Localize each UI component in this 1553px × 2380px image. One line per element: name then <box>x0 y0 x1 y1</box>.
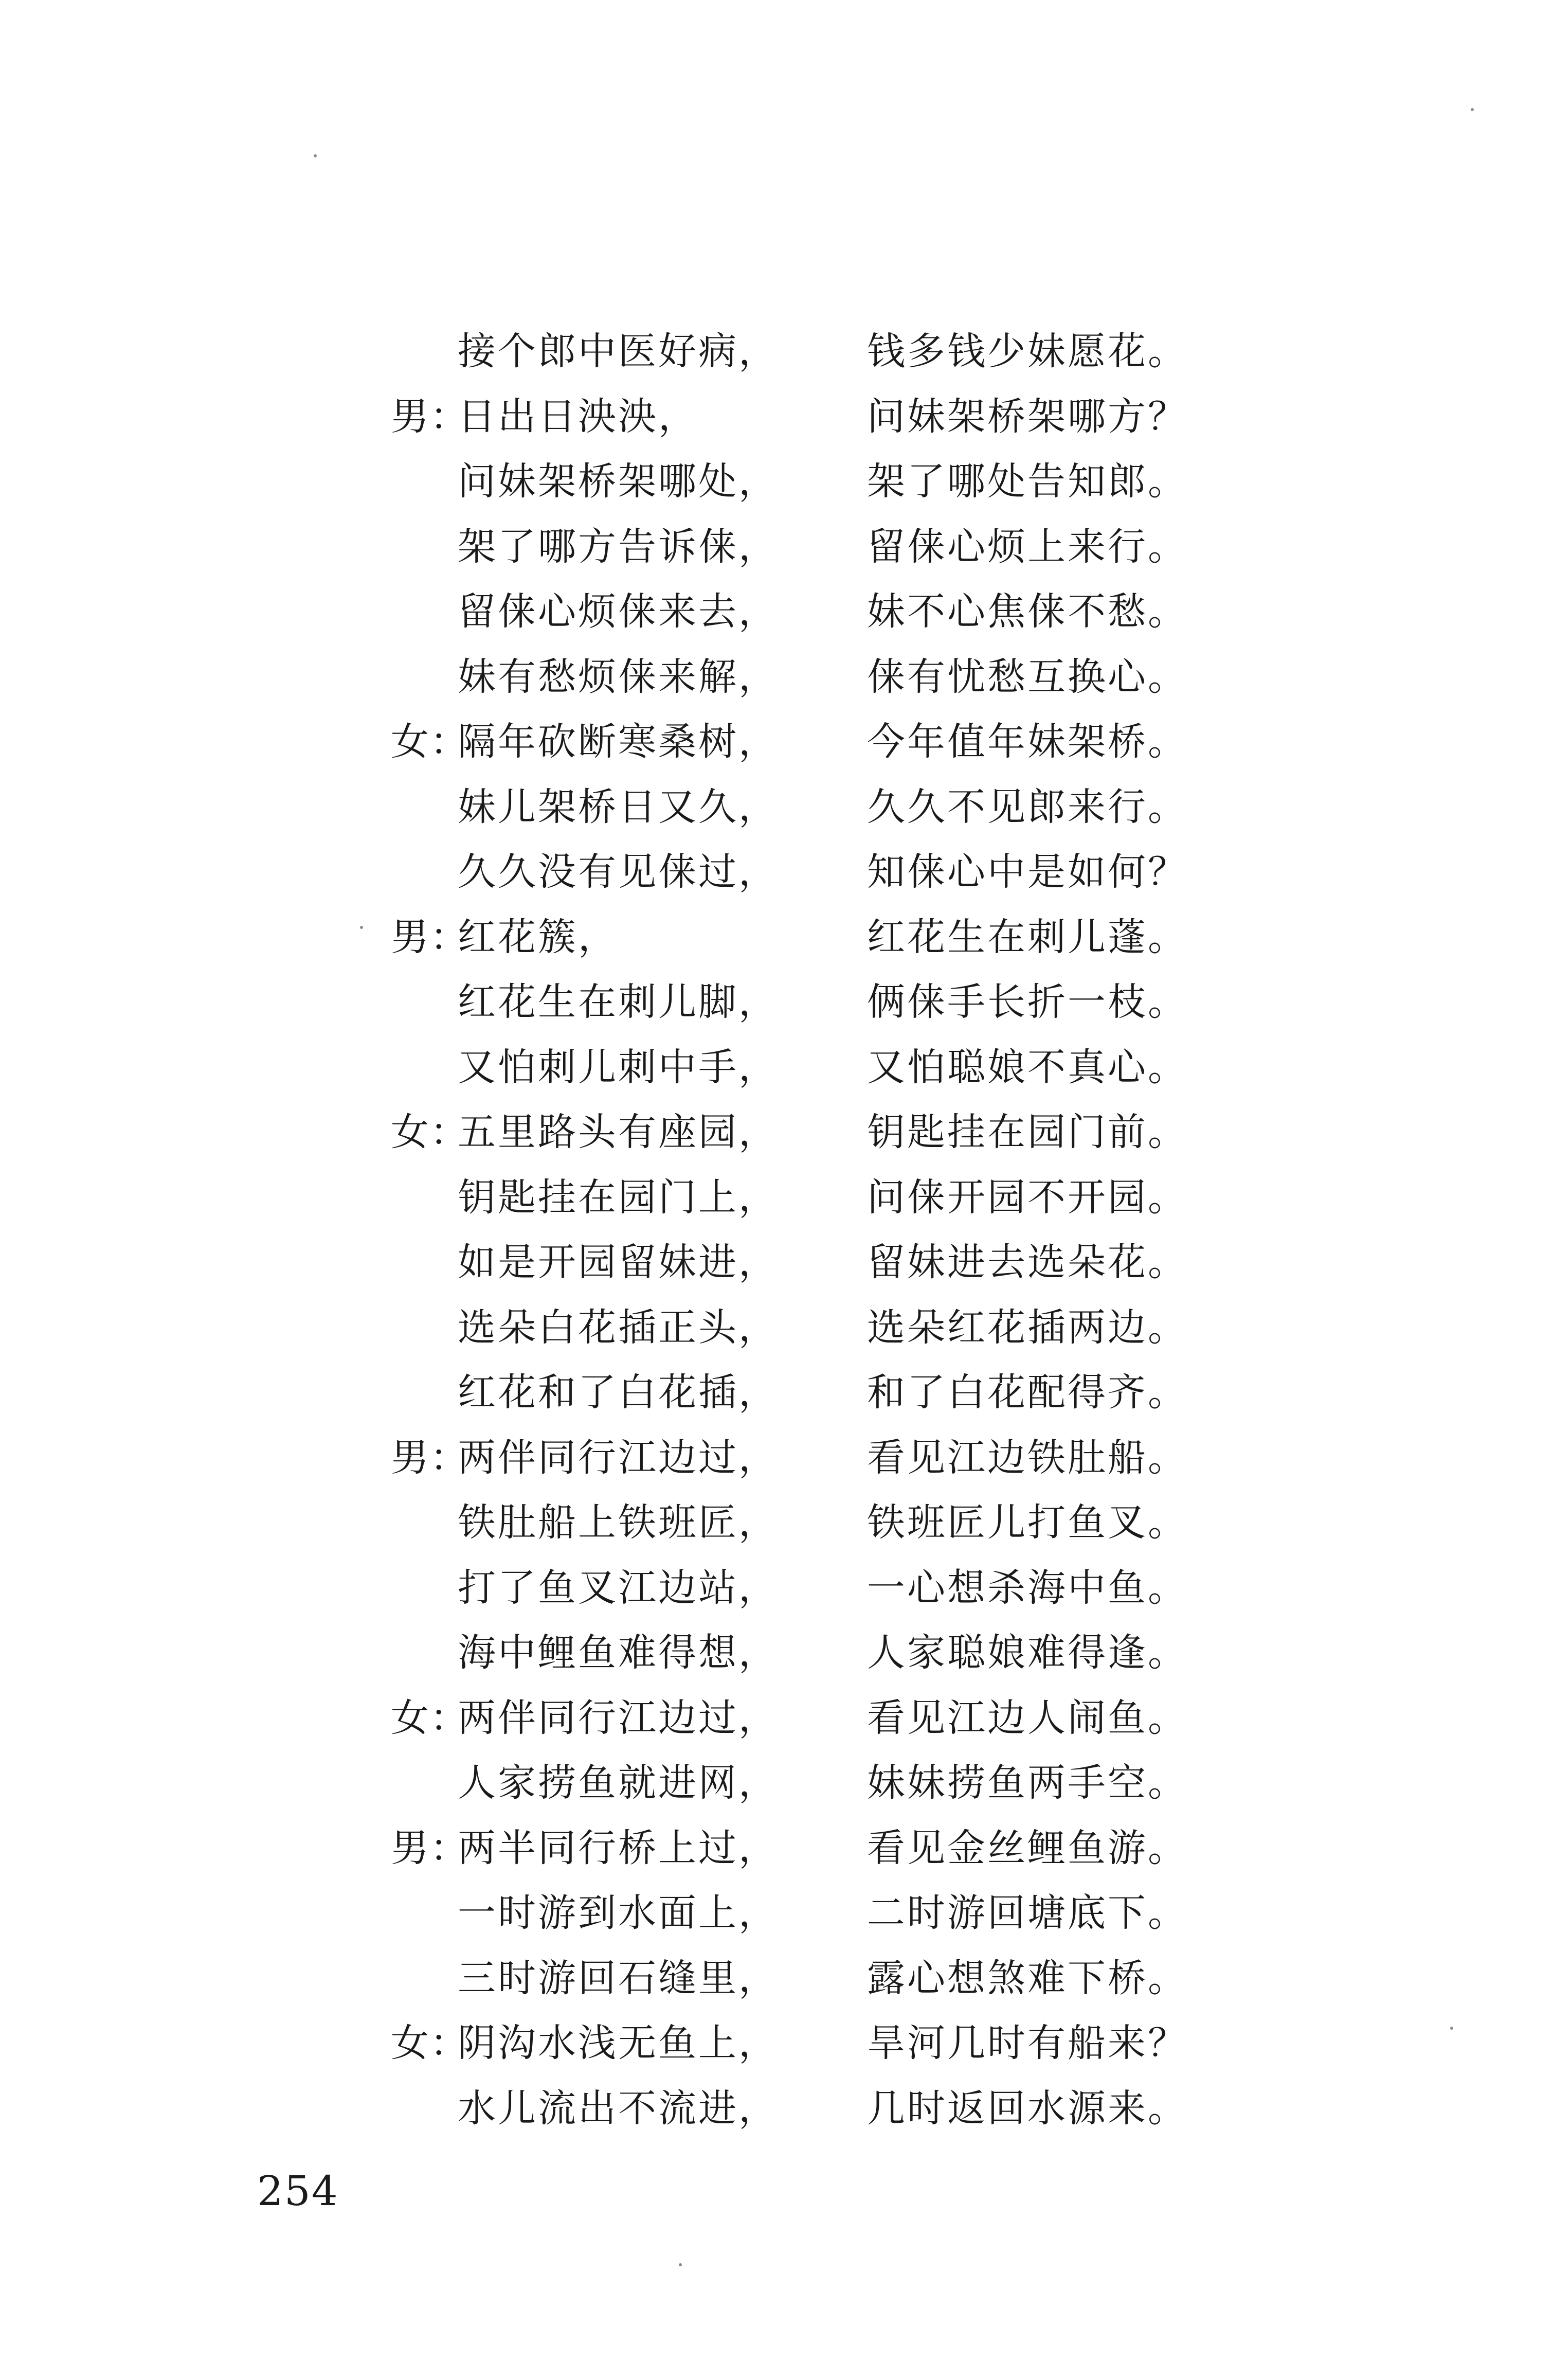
verse-line-first: 五里路头有座园， <box>458 1110 779 1154</box>
verse-line-first: 留俫心烦俫来去， <box>458 589 779 634</box>
speaker-label: 男： <box>391 1826 469 1870</box>
verse-line-first: 人家捞鱼就进网， <box>458 1761 779 1805</box>
verse-line-first: 架了哪方告诉俫， <box>458 524 779 569</box>
verse-line-second: 露心想煞难下桥。 <box>867 1956 1188 2000</box>
verse-line-second: 一心想杀海中鱼。 <box>867 1565 1188 1610</box>
verse-line-second: 二时游回塘底下。 <box>867 1891 1188 1935</box>
verse-line-first: 又怕刺儿刺中手， <box>458 1045 779 1089</box>
speaker-label: 女： <box>391 1695 469 1740</box>
verse-line-second: 架了哪处告知郎。 <box>867 459 1188 504</box>
verse-row <box>391 449 1286 514</box>
scan-speck <box>679 2263 682 2266</box>
verse-line-first: 铁肚船上铁班匠， <box>458 1500 779 1545</box>
verse-line-second: 钱多钱少妹愿花。 <box>867 329 1188 373</box>
verse-row <box>391 1035 1286 1100</box>
verse-line-second: 钥匙挂在园门前。 <box>867 1110 1188 1154</box>
verse-line-first: 如是开园留妹进， <box>458 1240 779 1284</box>
verse-row <box>391 1490 1286 1555</box>
verse-row <box>391 2011 1286 2076</box>
speaker-label: 女： <box>391 720 469 764</box>
verse-row <box>391 1881 1286 1946</box>
verse-text <box>391 319 1286 2141</box>
verse-line-second: 人家聪娘难得逢。 <box>867 1631 1188 1675</box>
verse-row <box>391 775 1286 840</box>
verse-line-second: 看见金丝鲤鱼游。 <box>867 1826 1188 1870</box>
verse-line-second: 俫有忧愁互换心。 <box>867 654 1188 699</box>
verse-line-first: 一时游到水面上， <box>458 1891 779 1935</box>
verse-line-second: 知俫心中是如何？ <box>867 850 1188 894</box>
verse-line-second: 和了白花配得齐。 <box>867 1370 1188 1415</box>
verse-row <box>391 1555 1286 1621</box>
verse-line-second: 问俫开园不开园。 <box>867 1175 1188 1220</box>
verse-line-second: 看见江边铁肚船。 <box>867 1435 1188 1480</box>
verse-line-first: 两伴同行江边过， <box>458 1695 779 1740</box>
verse-row <box>391 514 1286 580</box>
verse-row <box>391 905 1286 970</box>
verse-line-first: 阴沟水浅无鱼上， <box>458 2021 779 2065</box>
speaker-label: 男： <box>391 1435 469 1480</box>
verse-line-second: 妹妹捞鱼两手空。 <box>867 1761 1188 1805</box>
page-number: 254 <box>257 2167 339 2215</box>
scan-speck <box>1450 2027 1453 2030</box>
verse-line-first: 打了鱼叉江边站， <box>458 1565 779 1610</box>
verse-line-second: 久久不见郎来行。 <box>867 784 1188 829</box>
verse-row <box>391 319 1286 384</box>
verse-row <box>391 1946 1286 2011</box>
verse-line-first: 问妹架桥架哪处， <box>458 459 779 504</box>
verse-line-first: 久久没有见俫过， <box>458 850 779 894</box>
verse-row <box>391 384 1286 450</box>
verse-line-first: 三时游回石缝里， <box>458 1956 779 2000</box>
verse-line-first: 妹儿架桥日又久， <box>458 784 779 829</box>
verse-row <box>391 970 1286 1035</box>
verse-line-second: 铁班匠儿打鱼叉。 <box>867 1500 1188 1545</box>
verse-row <box>391 579 1286 645</box>
verse-line-second: 几时返回水源来。 <box>867 2086 1188 2131</box>
verse-row <box>391 1425 1286 1491</box>
verse-line-first: 接个郎中医好病， <box>458 329 779 373</box>
verse-row <box>391 1230 1286 1295</box>
verse-line-first: 红花生在刺儿脚， <box>458 980 779 1024</box>
verse-line-second: 妹不心焦俫不愁。 <box>867 589 1188 634</box>
speaker-label: 男： <box>391 394 469 439</box>
verse-line-second: 选朵红花插两边。 <box>867 1305 1188 1350</box>
verse-line-second: 看见江边人闹鱼。 <box>867 1695 1188 1740</box>
verse-row <box>391 1620 1286 1686</box>
verse-line-first: 日出日泱泱， <box>458 394 698 439</box>
scan-speck <box>360 926 363 929</box>
verse-line-second: 又怕聪娘不真心。 <box>867 1045 1188 1089</box>
verse-line-second: 俩俫手长折一枝。 <box>867 980 1188 1024</box>
scan-speck <box>314 154 317 157</box>
speaker-label: 女： <box>391 2021 469 2065</box>
verse-line-first: 海中鲤鱼难得想， <box>458 1631 779 1675</box>
verse-line-second: 今年值年妹架桥。 <box>867 720 1188 764</box>
scan-speck <box>1471 108 1474 111</box>
verse-line-first: 选朵白花插正头， <box>458 1305 779 1350</box>
verse-row <box>391 1816 1286 1881</box>
verse-line-first: 红花和了白花插， <box>458 1370 779 1415</box>
verse-row <box>391 709 1286 775</box>
verse-row <box>391 1165 1286 1230</box>
verse-row <box>391 1686 1286 1751</box>
verse-line-first: 水儿流出不流进， <box>458 2086 779 2131</box>
verse-line-second: 问妹架桥架哪方？ <box>867 394 1188 439</box>
verse-line-second: 红花生在刺儿蓬。 <box>867 915 1188 959</box>
speaker-label: 男： <box>391 915 469 959</box>
verse-line-first: 两半同行桥上过， <box>458 1826 779 1870</box>
verse-line-first: 妹有愁烦俫来解， <box>458 654 779 699</box>
verse-row <box>391 1360 1286 1425</box>
verse-line-second: 旱河几时有船来？ <box>867 2021 1188 2065</box>
verse-line-second: 留妹进去选朵花。 <box>867 1240 1188 1284</box>
verse-row <box>391 1750 1286 1816</box>
verse-line-first: 红花簇， <box>458 915 618 959</box>
verse-row <box>391 1100 1286 1165</box>
verse-line-first: 隔年砍断寒桑树， <box>458 720 779 764</box>
verse-line-second: 留俫心烦上来行。 <box>867 524 1188 569</box>
verse-row <box>391 839 1286 905</box>
verse-row <box>391 2076 1286 2141</box>
verse-row <box>391 1295 1286 1361</box>
verse-line-first: 两伴同行江边过， <box>458 1435 779 1480</box>
speaker-label: 女： <box>391 1110 469 1154</box>
verse-row <box>391 645 1286 710</box>
verse-line-first: 钥匙挂在园门上， <box>458 1175 779 1220</box>
